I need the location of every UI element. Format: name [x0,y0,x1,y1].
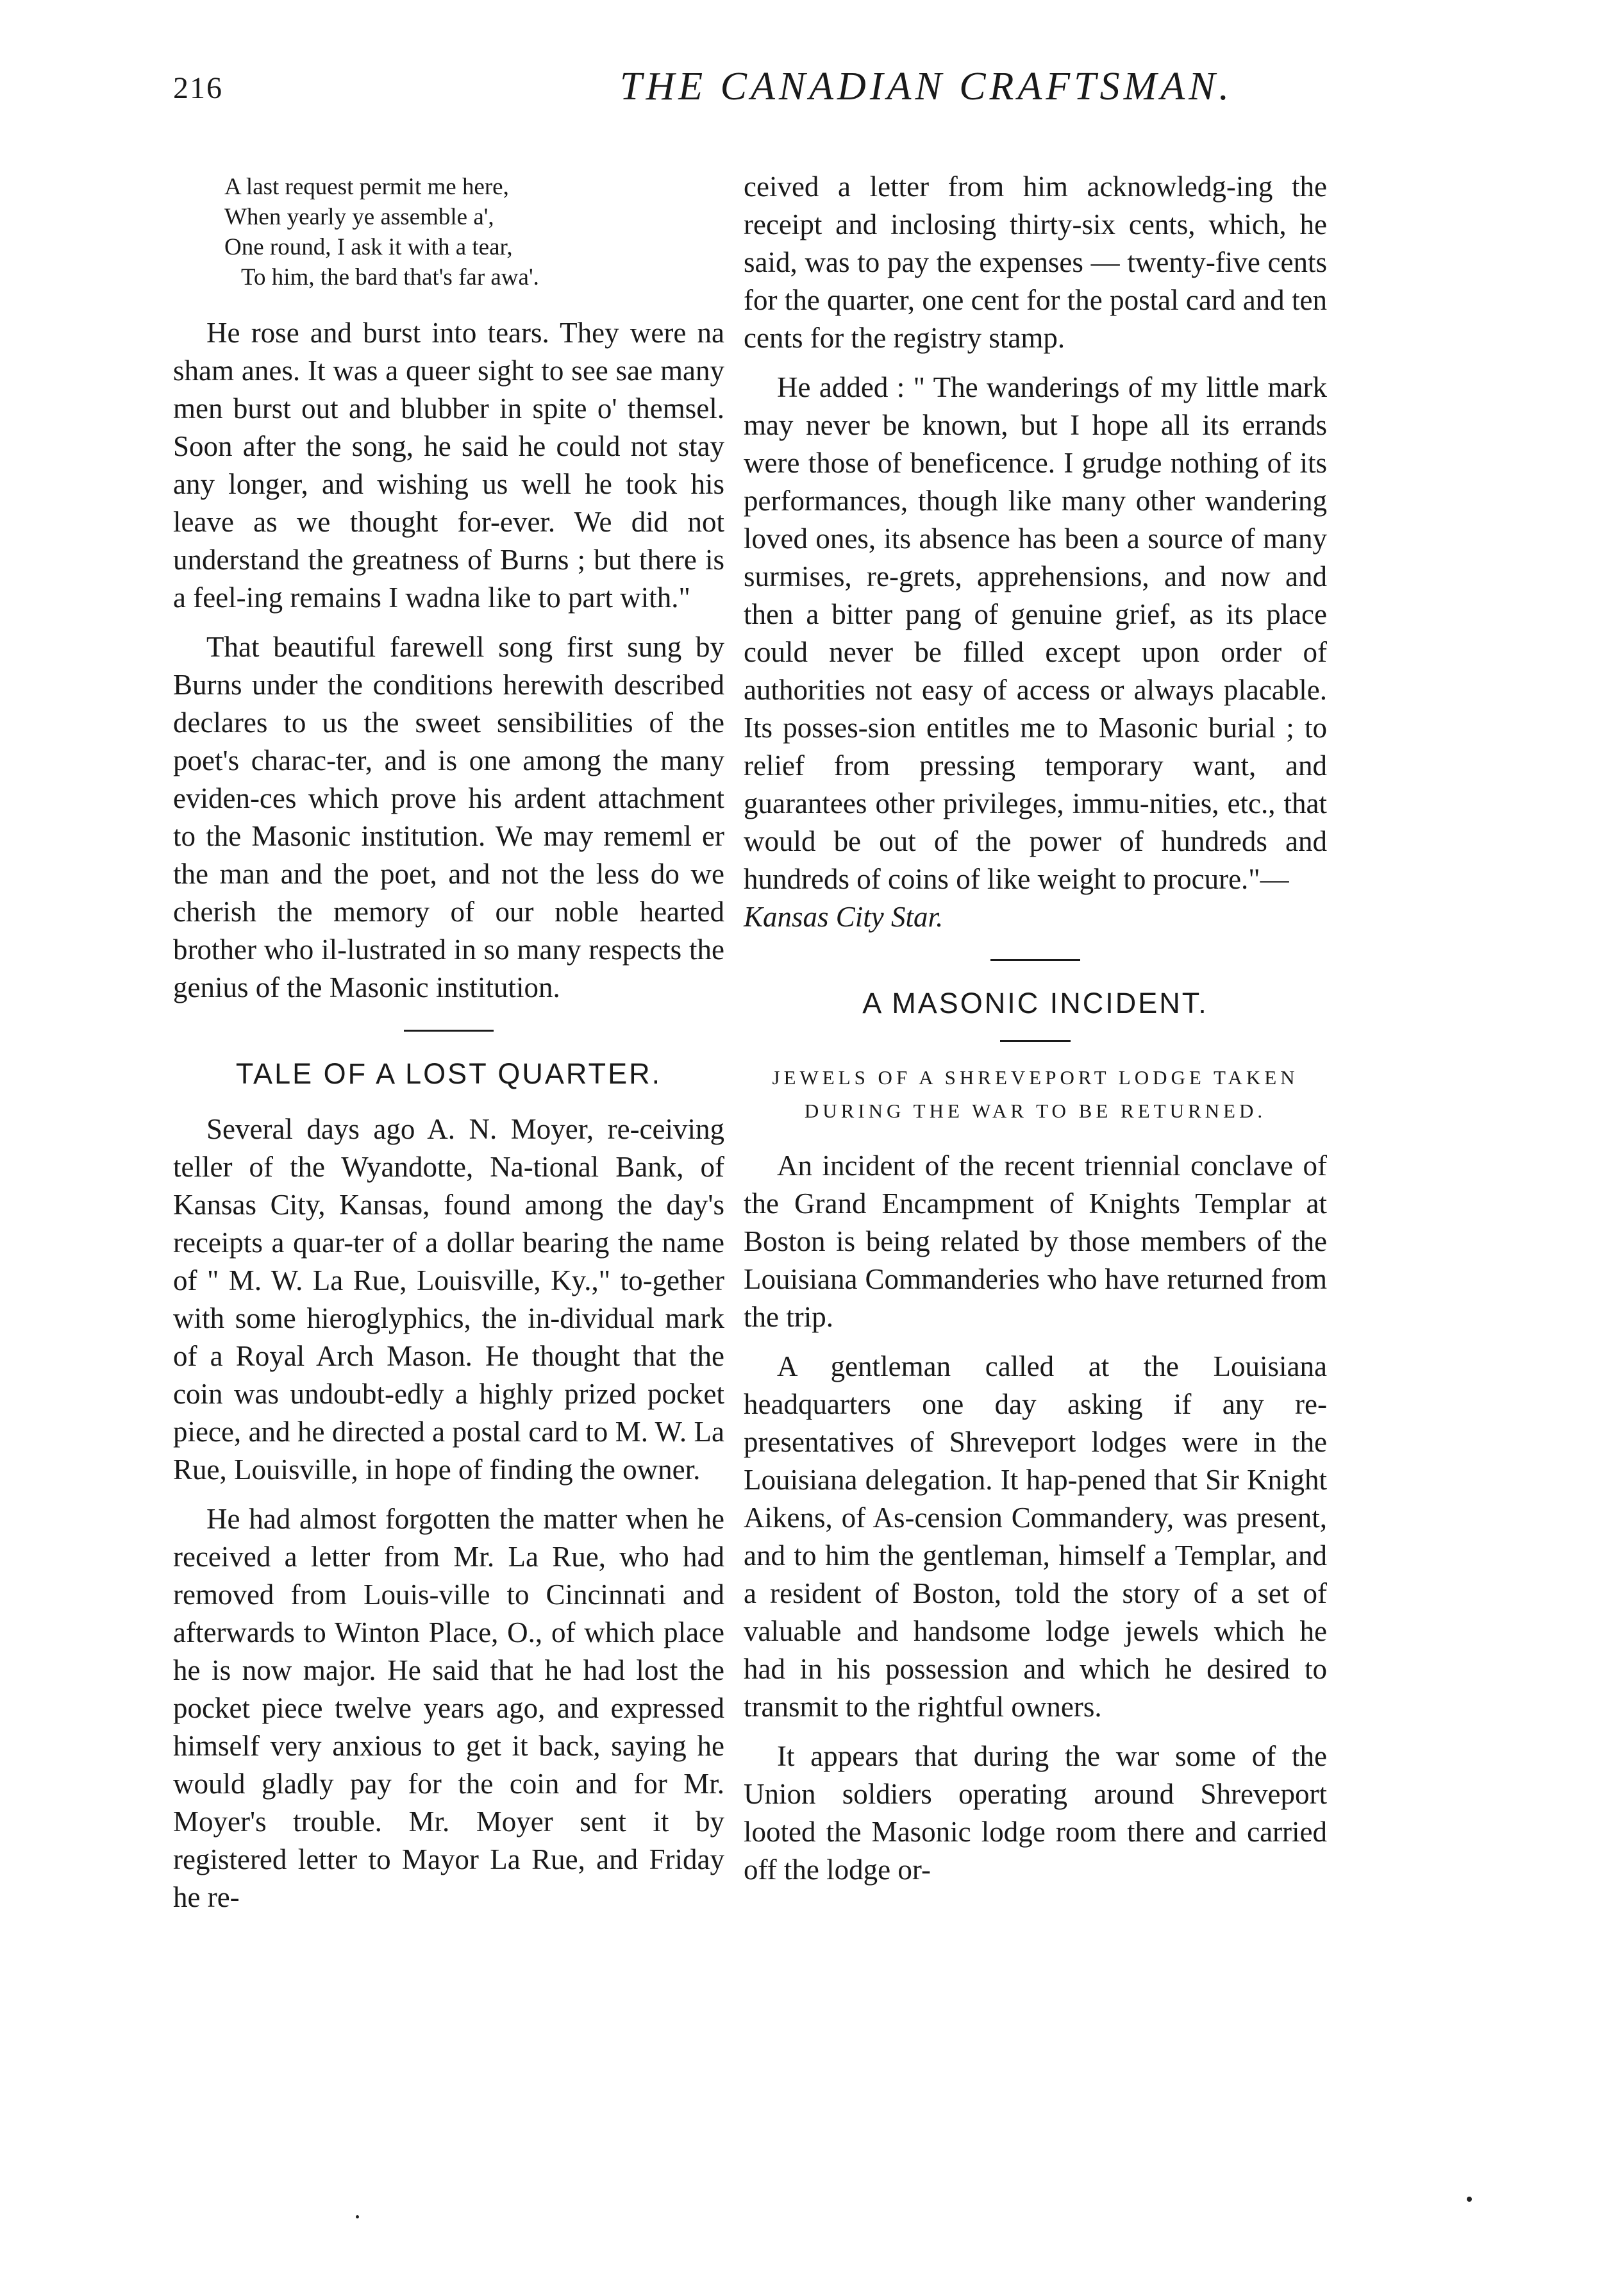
section-divider [404,1030,494,1032]
left-column [173,168,724,1928]
poem-line: When yearly ye assemble a', [224,204,494,230]
article-title: TALE OF A LOST QUARTER. [235,1057,662,1090]
print-speck [1467,2197,1472,2202]
running-title: THE CANADIAN CRAFTSMAN. [619,65,1233,108]
print-speck [356,2215,359,2218]
page-header [173,59,1474,136]
body-paragraph: He added : " The wanderings of my little mark may never be known, but I hope all its errands were those of beneficence. I grudge nothing of its performances, though like many other wandering loved ones, its absence has been a source of many surmises, re-grets, apprehensions, and now and then a bitter pang of genuine grief, as its place could never be filled except upon order of authorities not easy of access or always placable. Its posses-sion entitles me to Masonic burial ; to relief from pressing temporary want, and guarantees other privileges, immu-nities, etc., that would be out of the power of hundreds and hundreds of coins of like weight to procure."— [744,371,1327,895]
article-title: A MASONIC INCIDENT. [862,987,1208,1019]
source-name: Kansas City Star. [744,901,944,933]
section-divider [990,959,1080,961]
body-paragraph: He had almost forgotten the matter when he received a letter from Mr. La Rue, who had removed from Louis-ville to Cincinnati and afterwards to Winton Place, O., of which place he is now major. He said that he had lost the pocket piece twelve years ago, and expressed himself very anxious to get it back, saying he would gladly pay for the coin and for Mr. Moyer's trouble. Mr. Moyer sent it by registered letter to Mayor La Rue, and Friday he re- [173,1503,724,1913]
right-column [744,168,1327,1900]
body-paragraph: It appears that during the war some of the Union soldiers operating around Shreveport looted the Masonic lodge room there and carried off the lodge or- [744,1740,1327,1886]
body-paragraph: Several days ago A. N. Moyer, re-ceiving teller of the Wyandotte, Na-tional Bank, of Kansas City, Kansas, found among the day's receipts a quar-ter of a dollar bearing the name of " M. W. La Rue, Louisville, Ky.," to-gether with some hieroglyphics, the in-dividual mark of a Royal Arch Mason. He thought that the coin was undoubt-edly a highly prized pocket piece, and he directed a postal card to M. W. La Rue, Louisville, in hope of finding the owner. [173,1113,724,1486]
poem-line: A last request permit me here, [224,174,509,200]
body-paragraph-continued: ceived a letter from him acknowledg-ing the receipt and inclosing thirty-six cents, which, he said, was to pay the expenses — twenty-five cents for the quarter, one cent for the postal card and ten cents for the registry stamp. [744,171,1327,354]
poem-line: To him, the bard that's far awa'. [241,264,539,290]
source-attribution [744,898,1327,936]
body-paragraph: A gentleman called at the Louisiana headquarters one day asking if any re-presentatives of Shreveport lodges were in the Louisiana delegation. It hap-pened that Sir Knight Aikens, of As-cension Commandery, was present, and to him the gentleman, himself a Templar, and a resident of Boston, told the story of a set of valuable and handsome lodge jewels which he had in his possession and which he desired to transmit to the rightful owners. [744,1350,1327,1723]
poem-line: One round, I ask it with a tear, [224,234,513,260]
title-divider [1000,1040,1071,1042]
body-paragraph: He rose and burst into tears. They were na sham anes. It was a queer sight to see sae many men burst out and blubber in spite o' themsel. Soon after the song, he said he could not stay any longer, and wishing us well he took his leave as we thought for-ever. We did not understand the greatness of Burns ; but there is a feel-ing remains I wadna like to part with." [173,317,724,614]
body-paragraph: An incident of the recent triennial conclave of the Grand Encampment of Knights Templar at Boston is being related by those members of the Louisiana Commanderies who have returned from the trip. [744,1150,1327,1333]
body-paragraph: That beautiful farewell song first sung by Burns under the conditions herewith described declares to us the sweet sensibilities of the poet's charac-ter, and is one among the many eviden-ces which prove his ardent attachment to the Masonic institution. We may rememl er the man and the poet, and not the less do we cherish the memory of our noble hearted brother who il-lustrated in so many respects the genius of the Masonic institution. [173,631,724,1003]
article-subtitle: JEWELS OF A SHREVEPORT LODGE TAKEN DURING THE WAR TO BE RETURNED. [772,1066,1299,1122]
poem-stanza [224,172,724,292]
page-number: 216 [173,71,223,105]
